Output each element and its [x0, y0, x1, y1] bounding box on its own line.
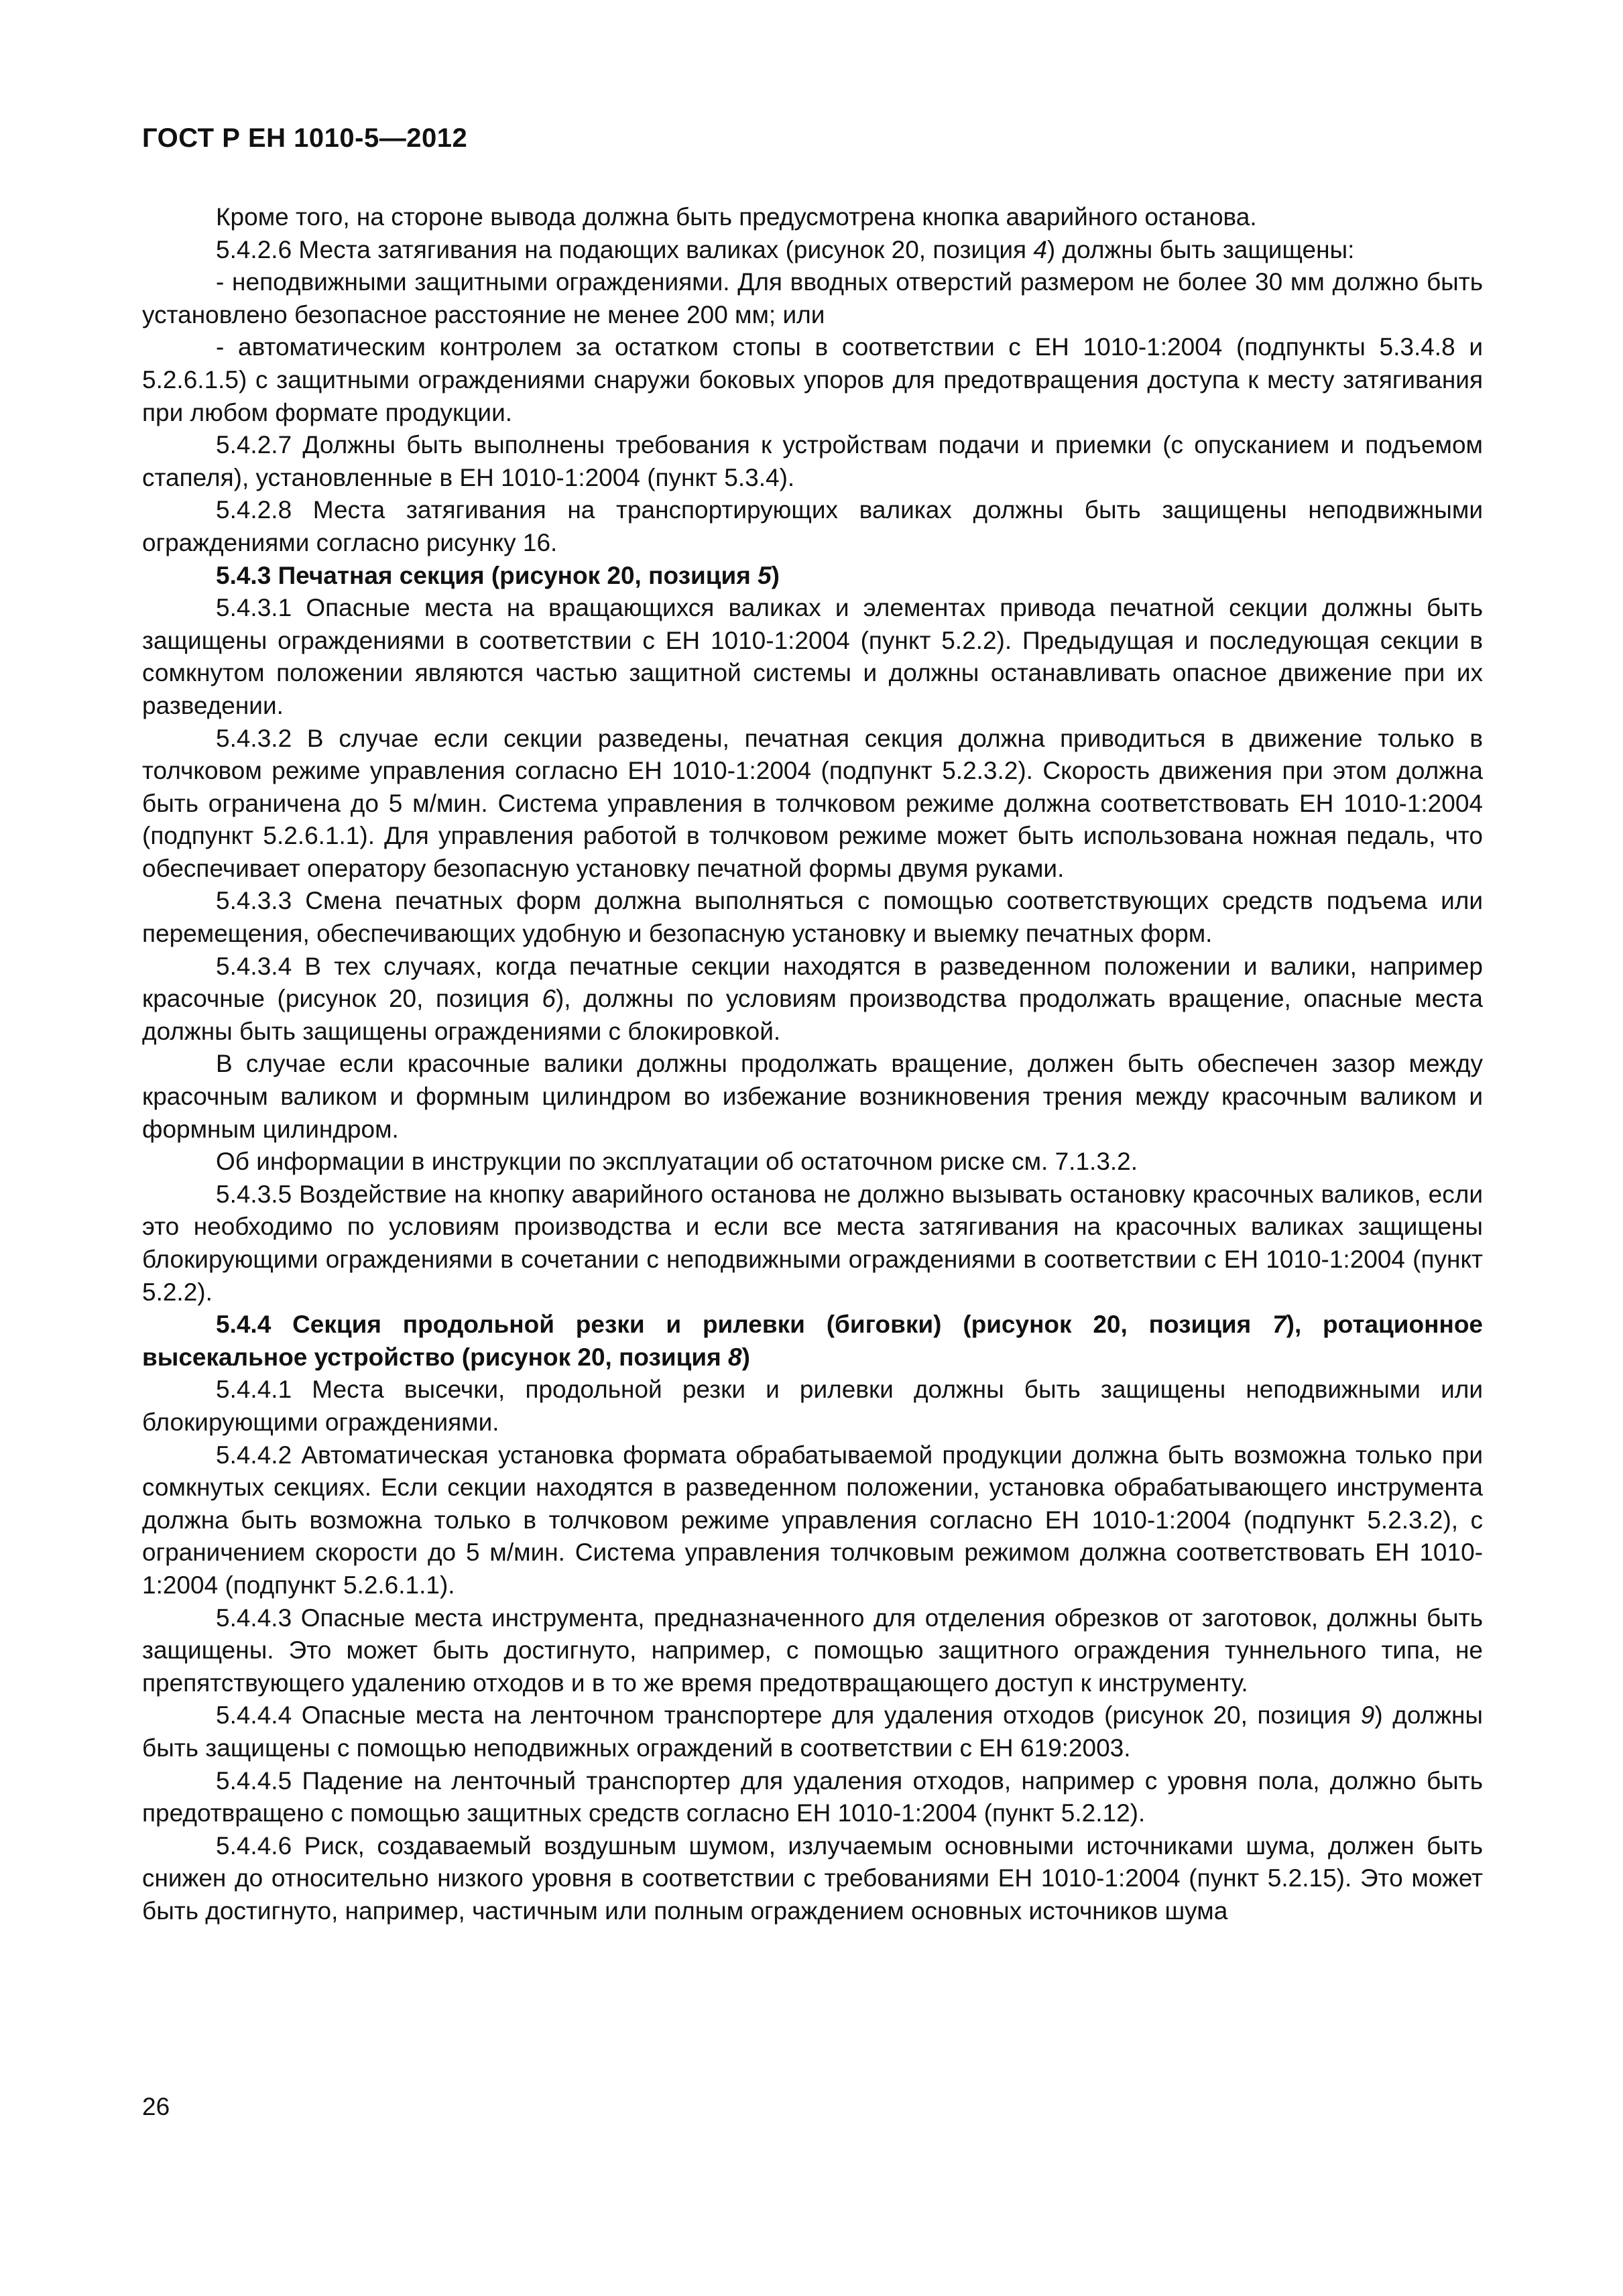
paragraph: [142, 951, 1483, 1048]
paragraph-text: - автоматическим контролем за остатком стопы в соответствии с ЕН 1010-1:2004 (подпункты 5.3.4.8 и 5.2.6.1.5) с защитными ограждениями снаружи боковых упоров для предотвращения доступа к месту затягивания при любом формате продукции.: [142, 333, 1483, 426]
section-heading: [142, 560, 1483, 593]
paragraph: [142, 1179, 1483, 1309]
paragraph-text: 5.4.3.1 Опасные места на вращающихся валиках и элементах привода печатной секции должны быть защищены ограждениями в соответствии с ЕН 1010-1:2004 (пункт 5.2.2). Предыдущая и последующая секции в сомкнутом положении являются частью защитной системы и должны останавливать опасное движение при их разведении.: [142, 594, 1483, 719]
paragraph: [142, 1765, 1483, 1830]
paragraph: [142, 1830, 1483, 1928]
paragraph: [142, 592, 1483, 722]
paragraph-text: 5.4.4.1 Места высечки, продольной резки и рилевки должны быть защищены неподвижными или блокирующими ограждениями.: [142, 1376, 1483, 1436]
paragraph-text: ), должны по условиям производства продолжать вращение, опасные места должны быть защищены ограждениями с блокировкой.: [142, 985, 1483, 1045]
paragraph: [142, 1146, 1483, 1179]
paragraph-text: ): [771, 561, 780, 589]
paragraph: [142, 201, 1483, 234]
figure-position-ref: 9: [1360, 1701, 1375, 1730]
paragraph-text: 5.4.3.3 Смена печатных форм должна выполняться с помощью соответствующих средств подъема или перемещения, обеспечивающих удобную и безопасную установку и выемку печатных форм.: [142, 887, 1483, 948]
paragraph: [142, 429, 1483, 494]
paragraph-text: 5.4.3 Печатная секция (рисунок 20, позиция: [216, 561, 758, 589]
paragraph-text: ), ротационное высекальное устройство (рисунок 20, позиция: [142, 1311, 1484, 1371]
page-number: 26: [142, 2093, 170, 2120]
paragraph-text: ) должны быть защищены:: [1046, 235, 1355, 263]
paragraph-text: 5.4.4.3 Опасные места инструмента, предназначенного для отделения обрезков от заготовок, должны быть защищены. Это может быть достигнуто, например, с помощью защитного ограждения туннельного типа, не препятствующего удалению отходов и в то же время предотвращающего доступ к инструменту.: [142, 1604, 1483, 1697]
paragraph-text: ) должны быть защищены с помощью неподвижных ограждений в соответствии с ЕН 619:2003.: [142, 1701, 1483, 1762]
paragraph-text: 5.4.2.7 Должны быть выполнены требования к устройствам подачи и приемки (с опусканием и подъемом стапеля), установленные в ЕН 1010-1:2004 (пункт 5.3.4).: [142, 431, 1483, 491]
paragraph-text: 5.4.2.6 Места затягивания на подающих валиках (рисунок 20, позиция: [216, 235, 1034, 263]
paragraph-text: В случае если красочные валики должны продолжать вращение, должен быть обеспечен зазор между красочным валиком и формным цилиндром во избежание возникновения трения между красочным валиком и формным цилиндром.: [142, 1050, 1483, 1143]
paragraph-text: 5.4.3.4 В тех случаях, когда печатные секции находятся в разведенном положении и валики, например красочные (рисунок 20, позиция: [142, 952, 1483, 1013]
figure-position-ref: 6: [542, 985, 556, 1013]
paragraph: [142, 266, 1483, 331]
figure-position-ref: 7: [1272, 1311, 1286, 1339]
paragraph-text: - неподвижными защитными ограждениями. Для вводных отверстий размером не более 30 мм должно быть установлено безопасное расстояние не менее 200 мм; или: [142, 268, 1483, 328]
paragraph-text: 5.4.2.8 Места затягивания на транспортирующих валиках должны быть защищены неподвижными ограждениями согласно рисунку 16.: [142, 496, 1483, 556]
figure-position-ref: 4: [1033, 235, 1047, 263]
paragraph-text: 5.4.4.4 Опасные места на ленточном транспортере для удаления отходов (рисунок 20, позиция: [216, 1701, 1361, 1730]
paragraph: [142, 1374, 1483, 1439]
figure-position-ref: 5: [758, 561, 772, 589]
paragraph-text: Кроме того, на стороне вывода должна быть предусмотрена кнопка аварийного останова.: [216, 203, 1257, 231]
paragraph-text: 5.4.4.2 Автоматическая установка формата обрабатываемой продукции должна быть возможна только при сомкнутых секциях. Если секции находятся в разведенном положении, установка обрабатывающего инструмента должна быть возможна только в толчковом режиме управления согласно ЕН 1010-1:2004 (подпункт 5.2.3.2), с ограничением скорости до 5 м/мин. Система управления толчковым режимом должна соответствовать ЕН 1010-1:2004 (подпункт 5.2.6.1.1).: [142, 1441, 1483, 1599]
paragraph: [142, 723, 1483, 886]
paragraph: [142, 234, 1483, 267]
paragraph: [142, 1699, 1483, 1764]
paragraph-text: 5.4.3.5 Воздействие на кнопку аварийного останова не должно вызывать остановку красочных валиков, если это необходимо по условиям производства и если все места затягивания на красочных валиках защищены блокирующими ограждениями в сочетании с неподвижными ограждениями в соответствии с ЕН 1010-1:2004 (пункт 5.2.2).: [142, 1180, 1483, 1306]
paragraph-text: 5.4.3.2 В случае если секции разведены, печатная секция должна приводиться в движение только в толчковом режиме управления согласно ЕН 1010-1:2004 (подпункт 5.2.3.2). Скорость движения при этом должна быть ограничена до 5 м/мин. Система управления в толчковом режиме должна соответствовать ЕН 1010-1:2004 (подпункт 5.2.6.1.1). Для управления работой в толчковом режиме может быть использована ножная педаль, что обеспечивает оператору безопасную установку печатной формы двумя руками.: [142, 724, 1483, 882]
paragraph-text: 5.4.4.5 Падение на ленточный транспортер для удаления отходов, например с уровня пола, должно быть предотвращено с помощью защитных средств согласно ЕН 1010-1:2004 (пункт 5.2.12).: [142, 1766, 1483, 1827]
paragraph-text: 5.4.4 Секция продольной резки и рилевки (биговки) (рисунок 20, позиция: [216, 1311, 1273, 1339]
paragraph: [142, 1048, 1483, 1146]
paragraph: [142, 1439, 1483, 1602]
paragraph: [142, 494, 1483, 559]
paragraph: [142, 331, 1483, 429]
document-header: ГОСТ Р ЕН 1010-5—2012: [142, 123, 468, 153]
figure-position-ref: 8: [728, 1343, 742, 1371]
paragraph-text: 5.4.4.6 Риск, создаваемый воздушным шумом, излучаемым основными источниками шума, должен быть снижен до относительно низкого уровня в соответствии с требованиями ЕН 1010-1:2004 (пункт 5.2.15). Это может быть достигнуто, например, частичным или полным ограждением основных источников шума: [142, 1831, 1483, 1925]
document-body: [142, 201, 1483, 1927]
section-heading: [142, 1309, 1483, 1374]
paragraph: [142, 885, 1483, 950]
paragraph-text: ): [741, 1343, 750, 1371]
paragraph: [142, 1602, 1483, 1700]
paragraph-text: Об информации в инструкции по эксплуатации об остаточном риске см. 7.1.3.2.: [216, 1148, 1138, 1176]
